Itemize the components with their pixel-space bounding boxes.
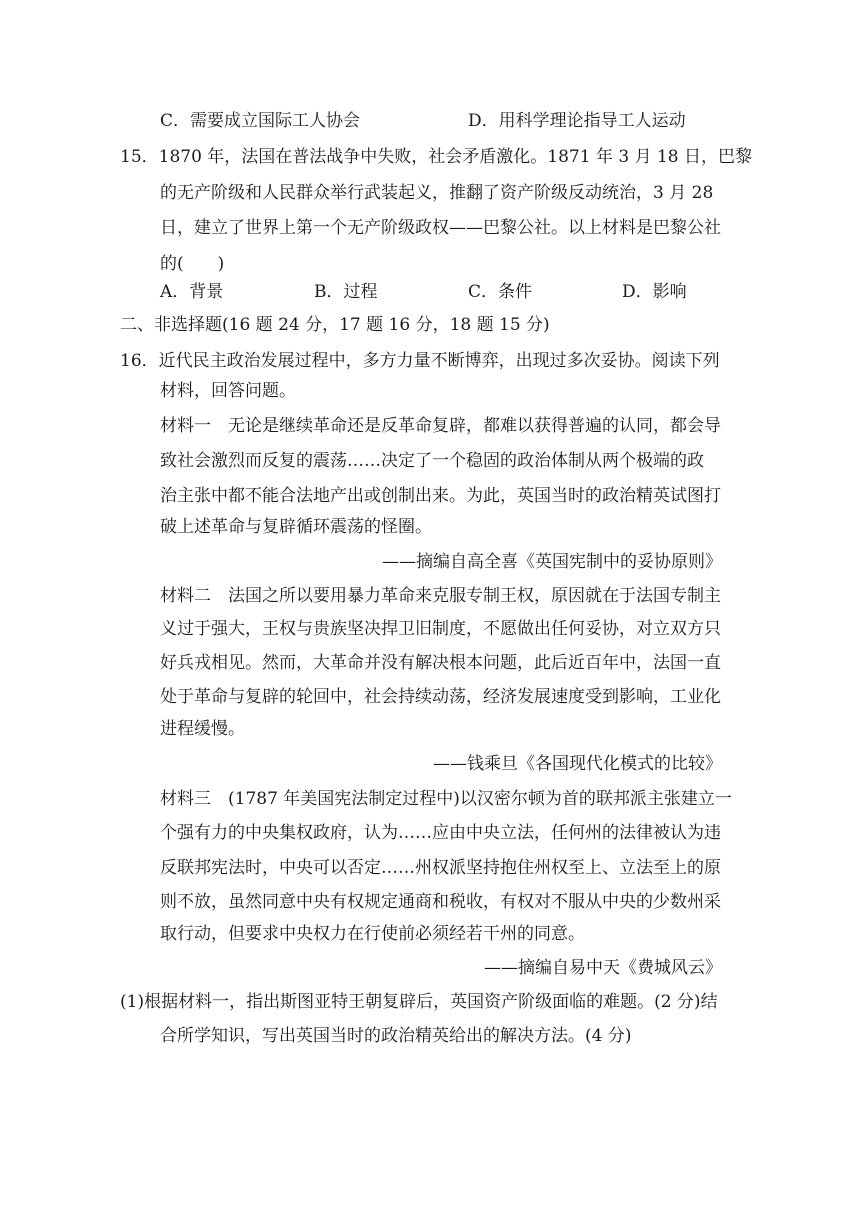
material-2-line-1: 材料二 法国之所以要用暴力革命来克服专制王权，原因就在于法国专制主 bbox=[160, 586, 721, 606]
q15-line-1: 15．1870 年，法国在普法战争中失败，社会矛盾激化。1871 年 3 月 18 日，巴黎 bbox=[120, 147, 753, 167]
material-1-line-4: 破上述革命与复辟循环震荡的怪圈。 bbox=[160, 517, 432, 537]
material-2-line-5: 进程缓慢。 bbox=[160, 719, 245, 739]
q15-line-4: 的( ) bbox=[160, 254, 225, 274]
material-3-source: ——摘编自易中天《费城风云》 bbox=[484, 958, 722, 978]
q16-intro-line-1: 16．近代民主政治发展过程中，多方力量不断博弈，出现过多次妥协。阅读下列 bbox=[120, 351, 720, 371]
q15-option-a: A．背景 bbox=[160, 282, 224, 302]
section-2-heading: 二、非选择题(16 题 24 分，17 题 16 分，18 题 15 分) bbox=[120, 315, 550, 335]
material-1-line-3: 治主张中都不能合法地产出或创制出来。为此，英国当时的政治精英试图打 bbox=[160, 486, 721, 506]
q15-option-b: B．过程 bbox=[314, 282, 378, 302]
q15-line-3: 日，建立了世界上第一个无产阶级政权——巴黎公社。以上材料是巴黎公社 bbox=[160, 218, 721, 238]
q16-intro-line-2: 材料，回答问题。 bbox=[160, 381, 296, 401]
material-3-line-3: 反联邦宪法时，中央可以否定……州权派坚持抱住州权至上、立法至上的原 bbox=[160, 858, 721, 878]
material-1-line-1: 材料一 无论是继续革命还是反革命复辟，都难以获得普遍的认同，都会导 bbox=[160, 416, 721, 436]
material-2-line-4: 处于革命与复辟的轮回中，社会持续动荡，经济发展速度受到影响，工业化 bbox=[160, 687, 721, 707]
q16-sub1-line-1: (1)根据材料一，指出斯图亚特王朝复辟后，英国资产阶级面临的难题。(2 分)结 bbox=[120, 992, 718, 1012]
material-3-line-2: 个强有力的中央集权政府，认为……应由中央立法，任何州的法律被认为违 bbox=[160, 823, 721, 843]
material-3-line-4: 则不放，虽然同意中央有权规定通商和税收，有权对不服从中央的少数州采 bbox=[160, 892, 721, 912]
material-2-line-3: 好兵戎相见。然而，大革命并没有解决根本问题，此后近百年中，法国一直 bbox=[160, 653, 721, 673]
q16-sub1-line-2: 合所学知识，写出英国当时的政治精英给出的解决方法。(4 分) bbox=[160, 1026, 632, 1046]
material-2-source: ——钱乘旦《各国现代化模式的比较》 bbox=[433, 754, 722, 774]
q14-option-c: C．需要成立国际工人协会 bbox=[160, 111, 361, 131]
q15-line-2: 的无产阶级和人民群众举行武装起义，推翻了资产阶级反动统治，3 月 28 bbox=[160, 183, 714, 203]
q15-option-d: D．影响 bbox=[622, 282, 687, 302]
material-1-line-2: 致社会激烈而反复的震荡……决定了一个稳固的政治体制从两个极端的政 bbox=[160, 451, 704, 471]
material-3-line-1: 材料三 (1787 年美国宪法制定过程中)以汉密尔顿为首的联邦派主张建立一 bbox=[160, 789, 732, 809]
material-3-line-5: 取行动，但要求中央权力在行使前必须经若干州的同意。 bbox=[160, 924, 585, 944]
q15-option-c: C．条件 bbox=[468, 282, 533, 302]
q14-option-d: D．用科学理论指导工人运动 bbox=[468, 111, 686, 131]
material-1-source: ——摘编自高全喜《英国宪制中的妥协原则》 bbox=[382, 552, 722, 572]
material-2-line-2: 义过于强大，王权与贵族坚决捍卫旧制度，不愿做出任何妥协，对立双方只 bbox=[160, 619, 721, 639]
